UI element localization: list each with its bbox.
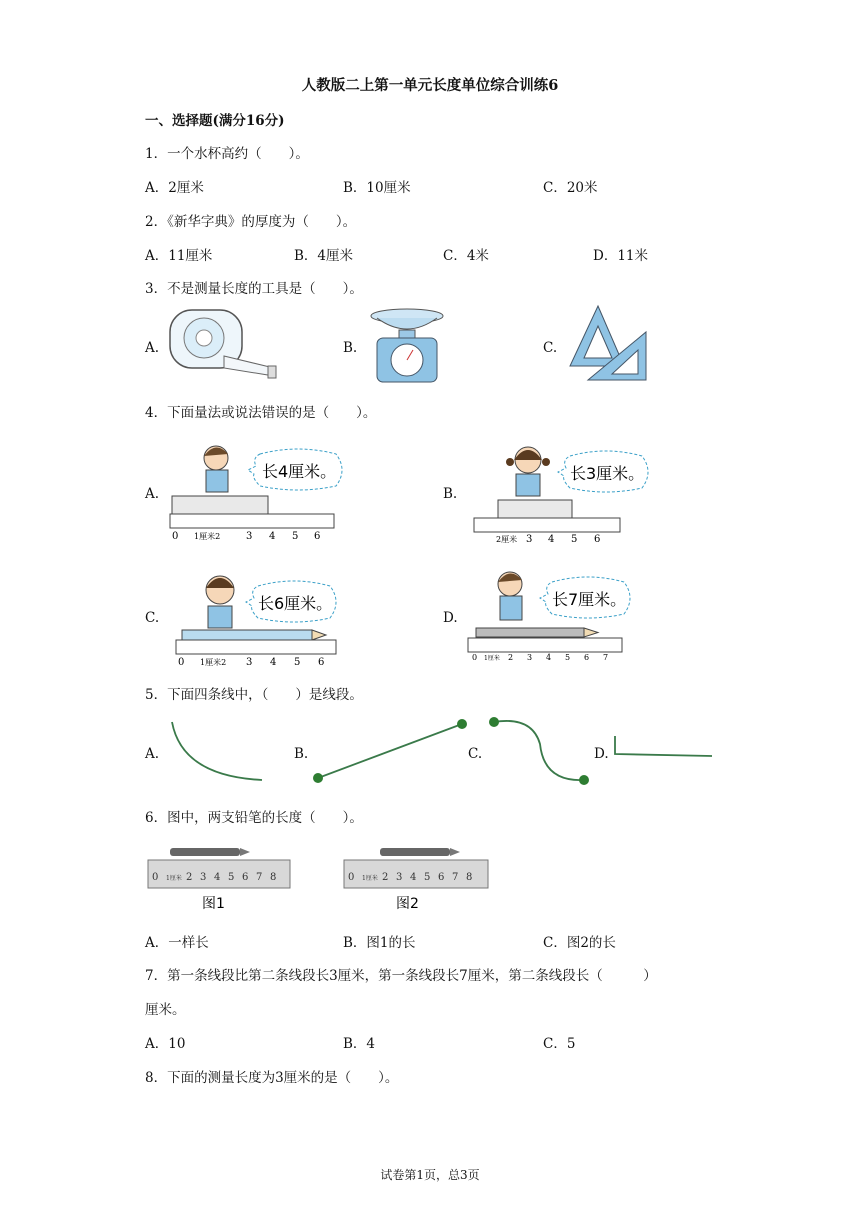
q6-figure-1 (148, 846, 292, 912)
svg-text:长4厘米。: 长4厘米。 (262, 462, 337, 481)
ruler-label-3: 3 (527, 653, 533, 662)
q5-curve-c[interactable] (486, 714, 596, 790)
q4-option-a[interactable]: A. (145, 486, 160, 502)
question-7-stem: 7．第一条线段比第二条线段长3厘米，第一条线段长7厘米，第二条线段长（ ） (145, 968, 657, 984)
ruler-label-6: 6 (314, 531, 321, 542)
svg-text:8: 8 (466, 872, 473, 883)
figure-label: 图1 (202, 896, 225, 912)
ruler-label-1: 1厘米2 (194, 532, 221, 541)
ruler-label-1: 1厘米2 (200, 658, 227, 667)
question-1-stem: 1．一个水杯高约（ ）。 (145, 146, 309, 162)
ruler-label-4: 4 (269, 531, 276, 542)
svg-text:7: 7 (452, 872, 459, 883)
q4-option-d[interactable]: D. (443, 610, 458, 626)
q2-option-d[interactable]: D．11米 (593, 248, 649, 264)
ruler-label-2: 2厘米 (496, 535, 518, 544)
q3-option-c[interactable]: C. (543, 340, 558, 356)
q7-option-b[interactable]: B．4 (343, 1036, 376, 1052)
svg-text:0: 0 (348, 872, 355, 883)
section-heading: 一、选择题(满分16分) (145, 113, 285, 129)
q1-option-c[interactable]: C．20米 (543, 180, 598, 196)
q1-option-a[interactable]: A．2厘米 (145, 180, 204, 196)
svg-text:长6厘米。: 长6厘米。 (258, 594, 333, 613)
question-2-stem: 2．《新华字典》的厚度为（ ）。 (145, 214, 357, 230)
ruler-label-3: 3 (246, 657, 253, 668)
pencil (170, 848, 240, 856)
svg-text:长3厘米。: 长3厘米。 (570, 464, 645, 483)
q4-option-c[interactable]: C. (145, 610, 160, 626)
question-4-stem: 4．下面量法或说法错误的是（ ）。 (145, 405, 377, 421)
girl-icon (206, 576, 234, 628)
tape-measure-icon[interactable] (168, 306, 284, 386)
q1-option-b[interactable]: B．10厘米 (343, 180, 411, 196)
block (498, 500, 572, 518)
q6-option-a[interactable]: A．一样长 (145, 935, 209, 951)
ruler-label-4: 4 (548, 534, 555, 545)
q5-option-a[interactable]: A. (145, 746, 160, 762)
pencil (182, 630, 312, 640)
q5-curve-a[interactable] (168, 718, 268, 784)
q3-option-a[interactable]: A. (145, 340, 160, 356)
question-7-stem-cont: 厘米。 (145, 1002, 186, 1018)
question-5-stem: 5．下面四条线中，（ ）是线段。 (145, 687, 363, 703)
ruler (474, 518, 620, 532)
question-6-stem: 6．图中，两支铅笔的长度（ ）。 (145, 810, 363, 826)
ruler-label-0: 0 (472, 653, 478, 662)
ruler-label-2: 2 (508, 653, 514, 662)
q5-segment-b[interactable] (310, 716, 470, 786)
q2-option-c[interactable]: C．4米 (443, 248, 489, 264)
pencil (380, 848, 450, 856)
q4-option-b[interactable]: B. (443, 486, 458, 502)
svg-text:2: 2 (186, 872, 193, 883)
svg-text:3: 3 (396, 872, 403, 883)
ruler-label-1: 1厘米 (484, 655, 500, 662)
boy-icon (498, 572, 522, 620)
svg-text:1厘米: 1厘米 (362, 875, 378, 882)
q7-option-c[interactable]: C．5 (543, 1036, 576, 1052)
ruler-label-6: 6 (584, 653, 590, 662)
ruler-label-5: 5 (292, 531, 299, 542)
q4-bubble-c (246, 580, 342, 624)
q5-polyline-d[interactable] (612, 734, 716, 760)
svg-text:5: 5 (424, 872, 431, 883)
question-3-stem: 3．不是测量长度的工具是（ ）。 (145, 281, 363, 297)
ruler-label-0: 0 (172, 531, 179, 542)
svg-text:长7厘米。: 长7厘米。 (552, 590, 627, 609)
ruler-label-3: 3 (246, 531, 253, 542)
block (172, 496, 268, 514)
q6-option-b[interactable]: B．图1的长 (343, 935, 416, 951)
q2-option-a[interactable]: A．11厘米 (145, 248, 213, 264)
ruler (176, 640, 336, 654)
ruler-label-5: 5 (565, 653, 571, 662)
ruler (468, 638, 622, 652)
girl-icon (506, 447, 550, 496)
ruler-label-4: 4 (546, 653, 552, 662)
ruler-label-5: 5 (294, 657, 301, 668)
ruler (170, 514, 334, 528)
svg-text:0: 0 (152, 872, 159, 883)
set-square-icon[interactable] (568, 304, 648, 382)
page-footer: 试卷第1页，总3页 (380, 1168, 480, 1182)
svg-text:6: 6 (438, 872, 445, 883)
svg-text:4: 4 (410, 872, 417, 883)
q5-option-c[interactable]: C. (468, 746, 483, 762)
figure-label: 图2 (396, 896, 419, 912)
svg-text:7: 7 (256, 872, 263, 883)
ruler-label-3: 3 (526, 534, 533, 545)
q3-option-b[interactable]: B. (343, 340, 358, 356)
q4-bubble-a (248, 448, 348, 492)
svg-text:1厘米: 1厘米 (166, 875, 182, 882)
kitchen-scale-icon[interactable] (367, 306, 451, 386)
svg-text:5: 5 (228, 872, 235, 883)
ruler-label-4: 4 (270, 657, 277, 668)
svg-text:3: 3 (200, 872, 207, 883)
q6-figure-2 (344, 846, 490, 912)
svg-text:4: 4 (214, 872, 221, 883)
pencil (476, 628, 584, 637)
page-title: 人教版二上第一单元长度单位综合训练6 (301, 77, 559, 94)
q4-bubble-b (558, 450, 654, 494)
q2-option-b[interactable]: B．4厘米 (294, 248, 354, 264)
q6-option-c[interactable]: C．图2的长 (543, 935, 616, 951)
question-8-stem: 8．下面的测量长度为3厘米的是（ ）。 (145, 1070, 399, 1086)
q5-option-d[interactable]: D. (594, 746, 609, 762)
svg-text:6: 6 (242, 872, 249, 883)
boy-icon (204, 446, 228, 492)
ruler-label-0: 0 (178, 657, 185, 668)
ruler-label-6: 6 (318, 657, 325, 668)
ruler-label-5: 5 (571, 534, 578, 545)
q7-option-a[interactable]: A．10 (145, 1036, 186, 1052)
svg-text:8: 8 (270, 872, 277, 883)
q4-bubble-d (540, 576, 636, 620)
q5-option-b[interactable]: B. (294, 746, 309, 762)
ruler-label-7: 7 (603, 653, 609, 662)
svg-text:2: 2 (382, 872, 389, 883)
ruler-label-6: 6 (594, 534, 601, 545)
